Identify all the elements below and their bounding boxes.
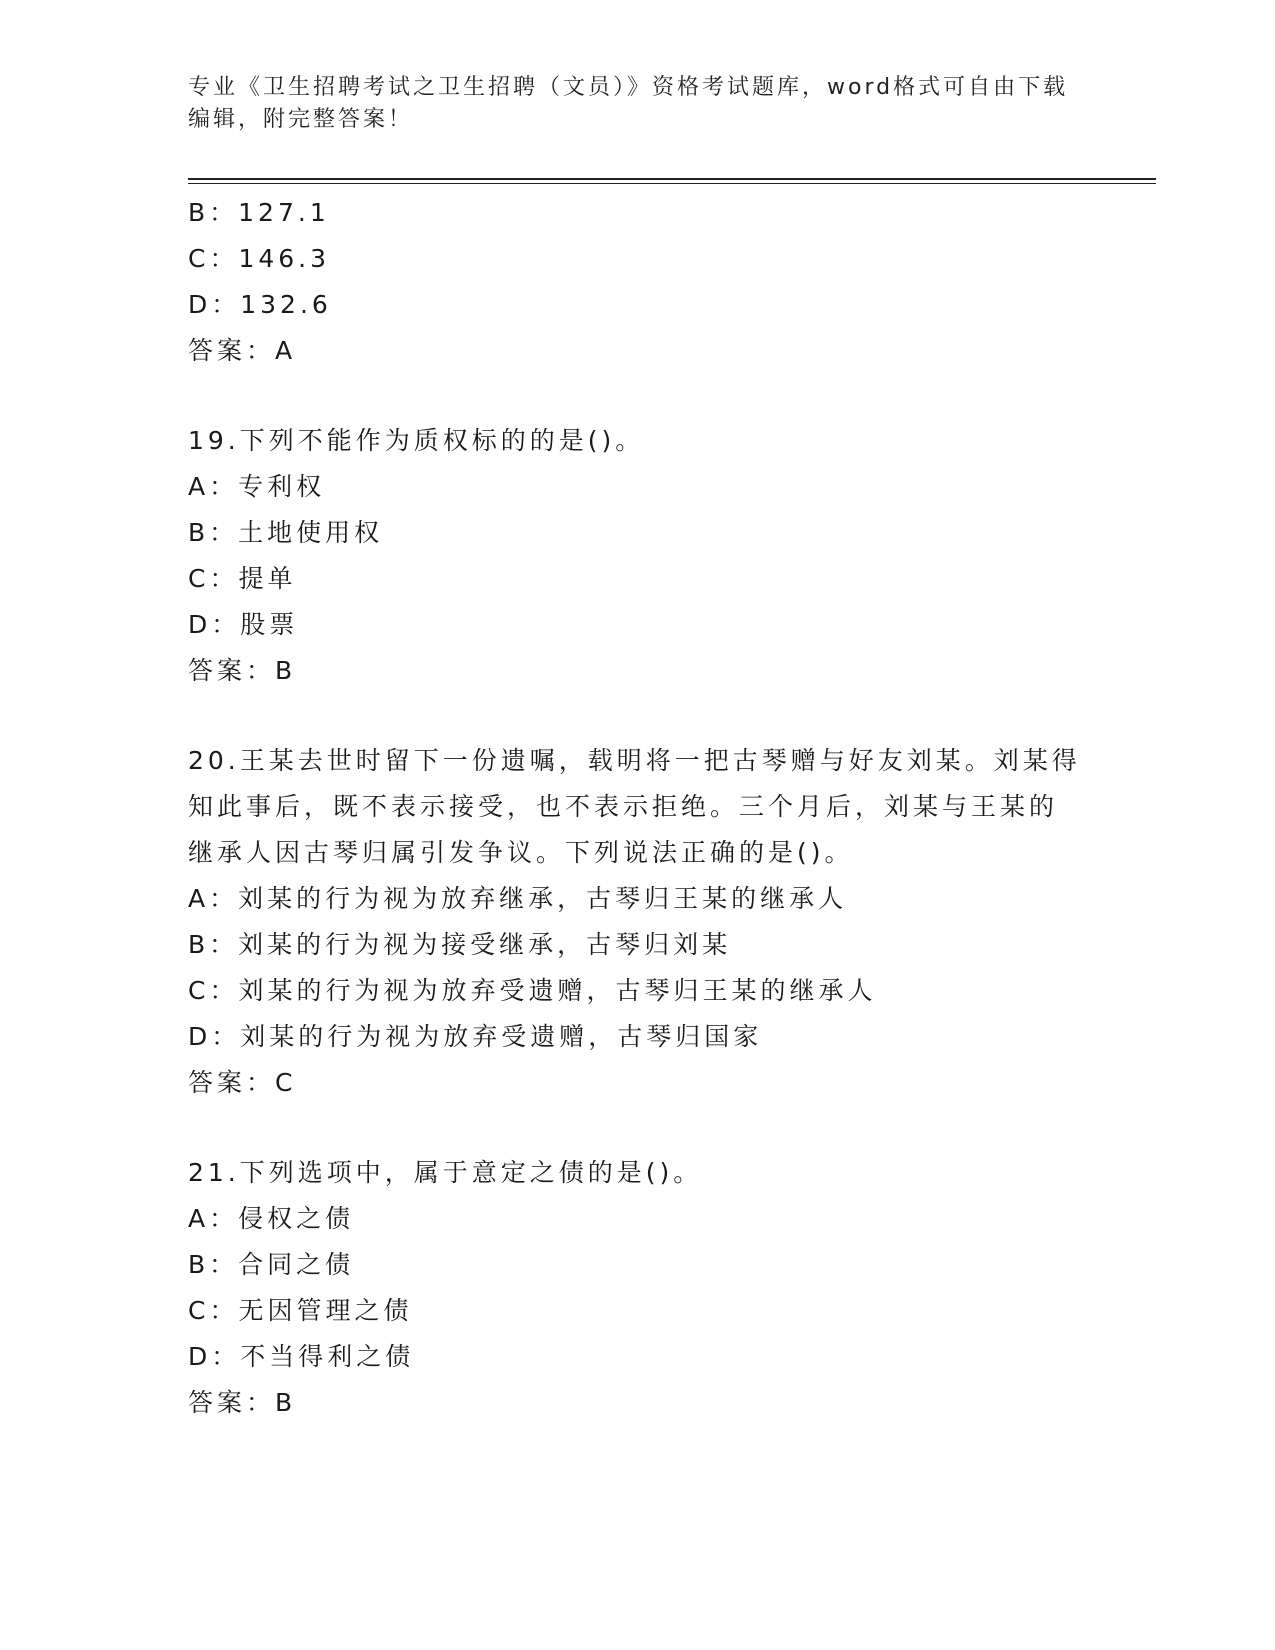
q18-option-c: C：146.3 bbox=[188, 244, 331, 273]
q21-answer: 答案：B bbox=[188, 1388, 297, 1417]
question-21-block bbox=[188, 1150, 1128, 1426]
q20-stem-line-1: 20.王某去世时留下一份遗嘱，载明将一把古琴赠与好友刘某。刘某得 bbox=[188, 746, 1081, 775]
q18-option-b: B：127.1 bbox=[188, 198, 330, 227]
q18-answer: 答案：A bbox=[188, 336, 297, 365]
q20-option-d: D：刘某的行为视为放弃受遗赠，古琴归国家 bbox=[188, 1022, 763, 1051]
q19-option-b: B：土地使用权 bbox=[188, 518, 384, 547]
q20-stem-line-2: 知此事后，既不表示接受，也不表示拒绝。三个月后，刘某与王某的 bbox=[188, 792, 1059, 821]
q21-option-c: C：无因管理之债 bbox=[188, 1296, 413, 1325]
q19-option-d: D：股票 bbox=[188, 610, 299, 639]
q19-option-a: A：专利权 bbox=[188, 472, 326, 501]
q20-stem-line-3: 继承人因古琴归属引发争议。下列说法正确的是()。 bbox=[188, 838, 854, 867]
q21-stem: 21.下列选项中，属于意定之债的是()。 bbox=[188, 1158, 703, 1187]
q20-answer: 答案：C bbox=[188, 1068, 297, 1097]
document-header: 专业《卫生招聘考试之卫生招聘（文员）》资格考试题库，word格式可自由下载编辑，附完整答案！ bbox=[188, 75, 1069, 132]
q20-option-c: C：刘某的行为视为放弃受遗赠，古琴归王某的继承人 bbox=[188, 976, 877, 1005]
question-content bbox=[188, 190, 1128, 1426]
q20-option-b: B：刘某的行为视为接受继承，古琴归刘某 bbox=[188, 930, 732, 959]
q18-option-d: D：132.6 bbox=[188, 290, 332, 319]
q19-stem: 19.下列不能作为质权标的的是()。 bbox=[188, 426, 645, 455]
q19-answer: 答案：B bbox=[188, 656, 297, 685]
header-rule-thick bbox=[188, 178, 1156, 180]
q21-option-b: B：合同之债 bbox=[188, 1250, 355, 1279]
spacer bbox=[188, 1106, 1128, 1150]
spacer bbox=[188, 694, 1128, 738]
spacer bbox=[188, 374, 1128, 418]
q21-option-d: D：不当得利之债 bbox=[188, 1342, 415, 1371]
question-19-block bbox=[188, 418, 1128, 694]
q19-option-c: C：提单 bbox=[188, 564, 297, 593]
q20-option-a: A：刘某的行为视为放弃继承，古琴归王某的继承人 bbox=[188, 884, 848, 913]
question-18-block bbox=[188, 190, 1128, 374]
q21-option-a: A：侵权之债 bbox=[188, 1204, 355, 1233]
header-rule-thin bbox=[188, 183, 1156, 184]
question-20-block bbox=[188, 738, 1128, 1106]
